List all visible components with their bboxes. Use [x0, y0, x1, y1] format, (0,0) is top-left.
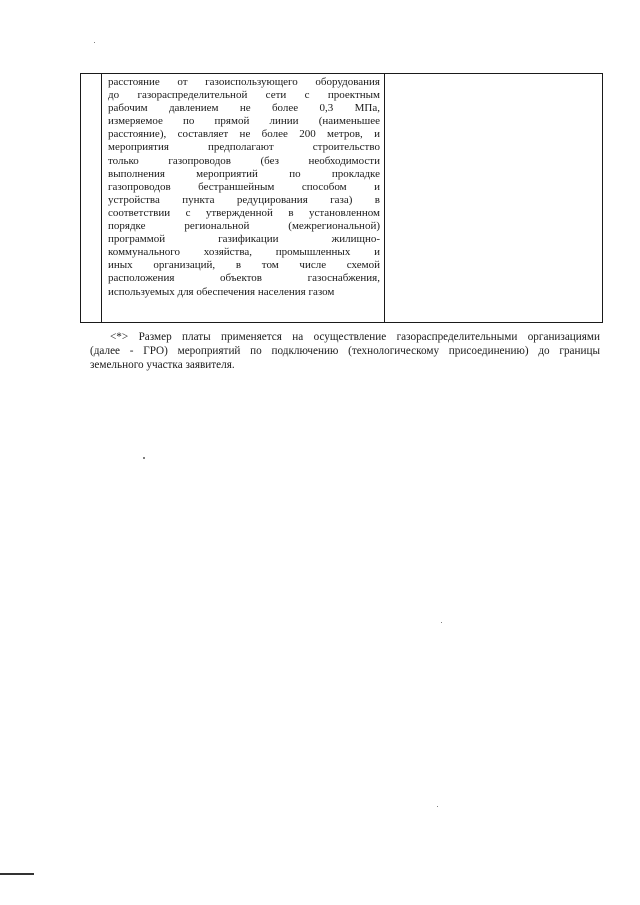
scan-speck: [94, 42, 95, 43]
footnote-line: (далее - ГРО) мероприятий по подключению (технологическому присоединению) до границы: [90, 345, 600, 357]
footnote-line: <*> Размер платы применяется на осуществление газораспределительными организациями: [110, 331, 600, 343]
table-cell-number: [81, 74, 102, 323]
cell-text-line: мероприятия предполагают строительство: [108, 141, 380, 154]
cell-text-line: устройства пункта редуцирования газа) в: [108, 193, 380, 206]
scan-speck: [441, 622, 442, 623]
cell-text-line: расстояние), составляет не более 200 метров, и: [108, 128, 380, 141]
cell-text-line: расстояние от газоиспользующего оборудования: [108, 76, 380, 88]
cell-text-line: только газопроводов (без необходимости: [108, 154, 380, 167]
table-row: [81, 74, 603, 323]
scan-speck: [143, 457, 145, 459]
cell-text-line: расположения объектов газоснабжения,: [108, 272, 380, 285]
cell-text-line: программой газификации жилищно-: [108, 233, 380, 246]
cell-text-line: рабочим давлением не более 0,3 МПа,: [108, 102, 380, 115]
fee-table: [80, 73, 603, 323]
cell-text-line: соответствии с утвержденной в установленном: [108, 206, 380, 219]
cell-text-line: до газораспределительной сети с проектным: [108, 89, 380, 102]
cell-text-line: используемых для обеспечения населения газом: [108, 285, 335, 298]
footnote-line: земельного участка заявителя.: [90, 359, 235, 371]
table-cell-description: [102, 74, 385, 323]
table-cell-fee: [385, 74, 603, 323]
cell-text-line: выполнения мероприятий по прокладке: [108, 167, 380, 180]
cell-text-line: иных организаций, в том числе схемой: [108, 259, 380, 272]
cell-text-line: порядке региональной (межрегиональной): [108, 220, 380, 233]
cell-text-line: газопроводов бестраншейным способом и: [108, 180, 380, 193]
scan-speck: [437, 806, 438, 807]
cell-text-line: измеряемое по прямой линии (наименьшее: [108, 115, 380, 128]
footnote: [90, 330, 600, 372]
cell-text-line: коммунального хозяйства, промышленных и: [108, 246, 380, 259]
scan-margin-mark: [0, 873, 34, 875]
